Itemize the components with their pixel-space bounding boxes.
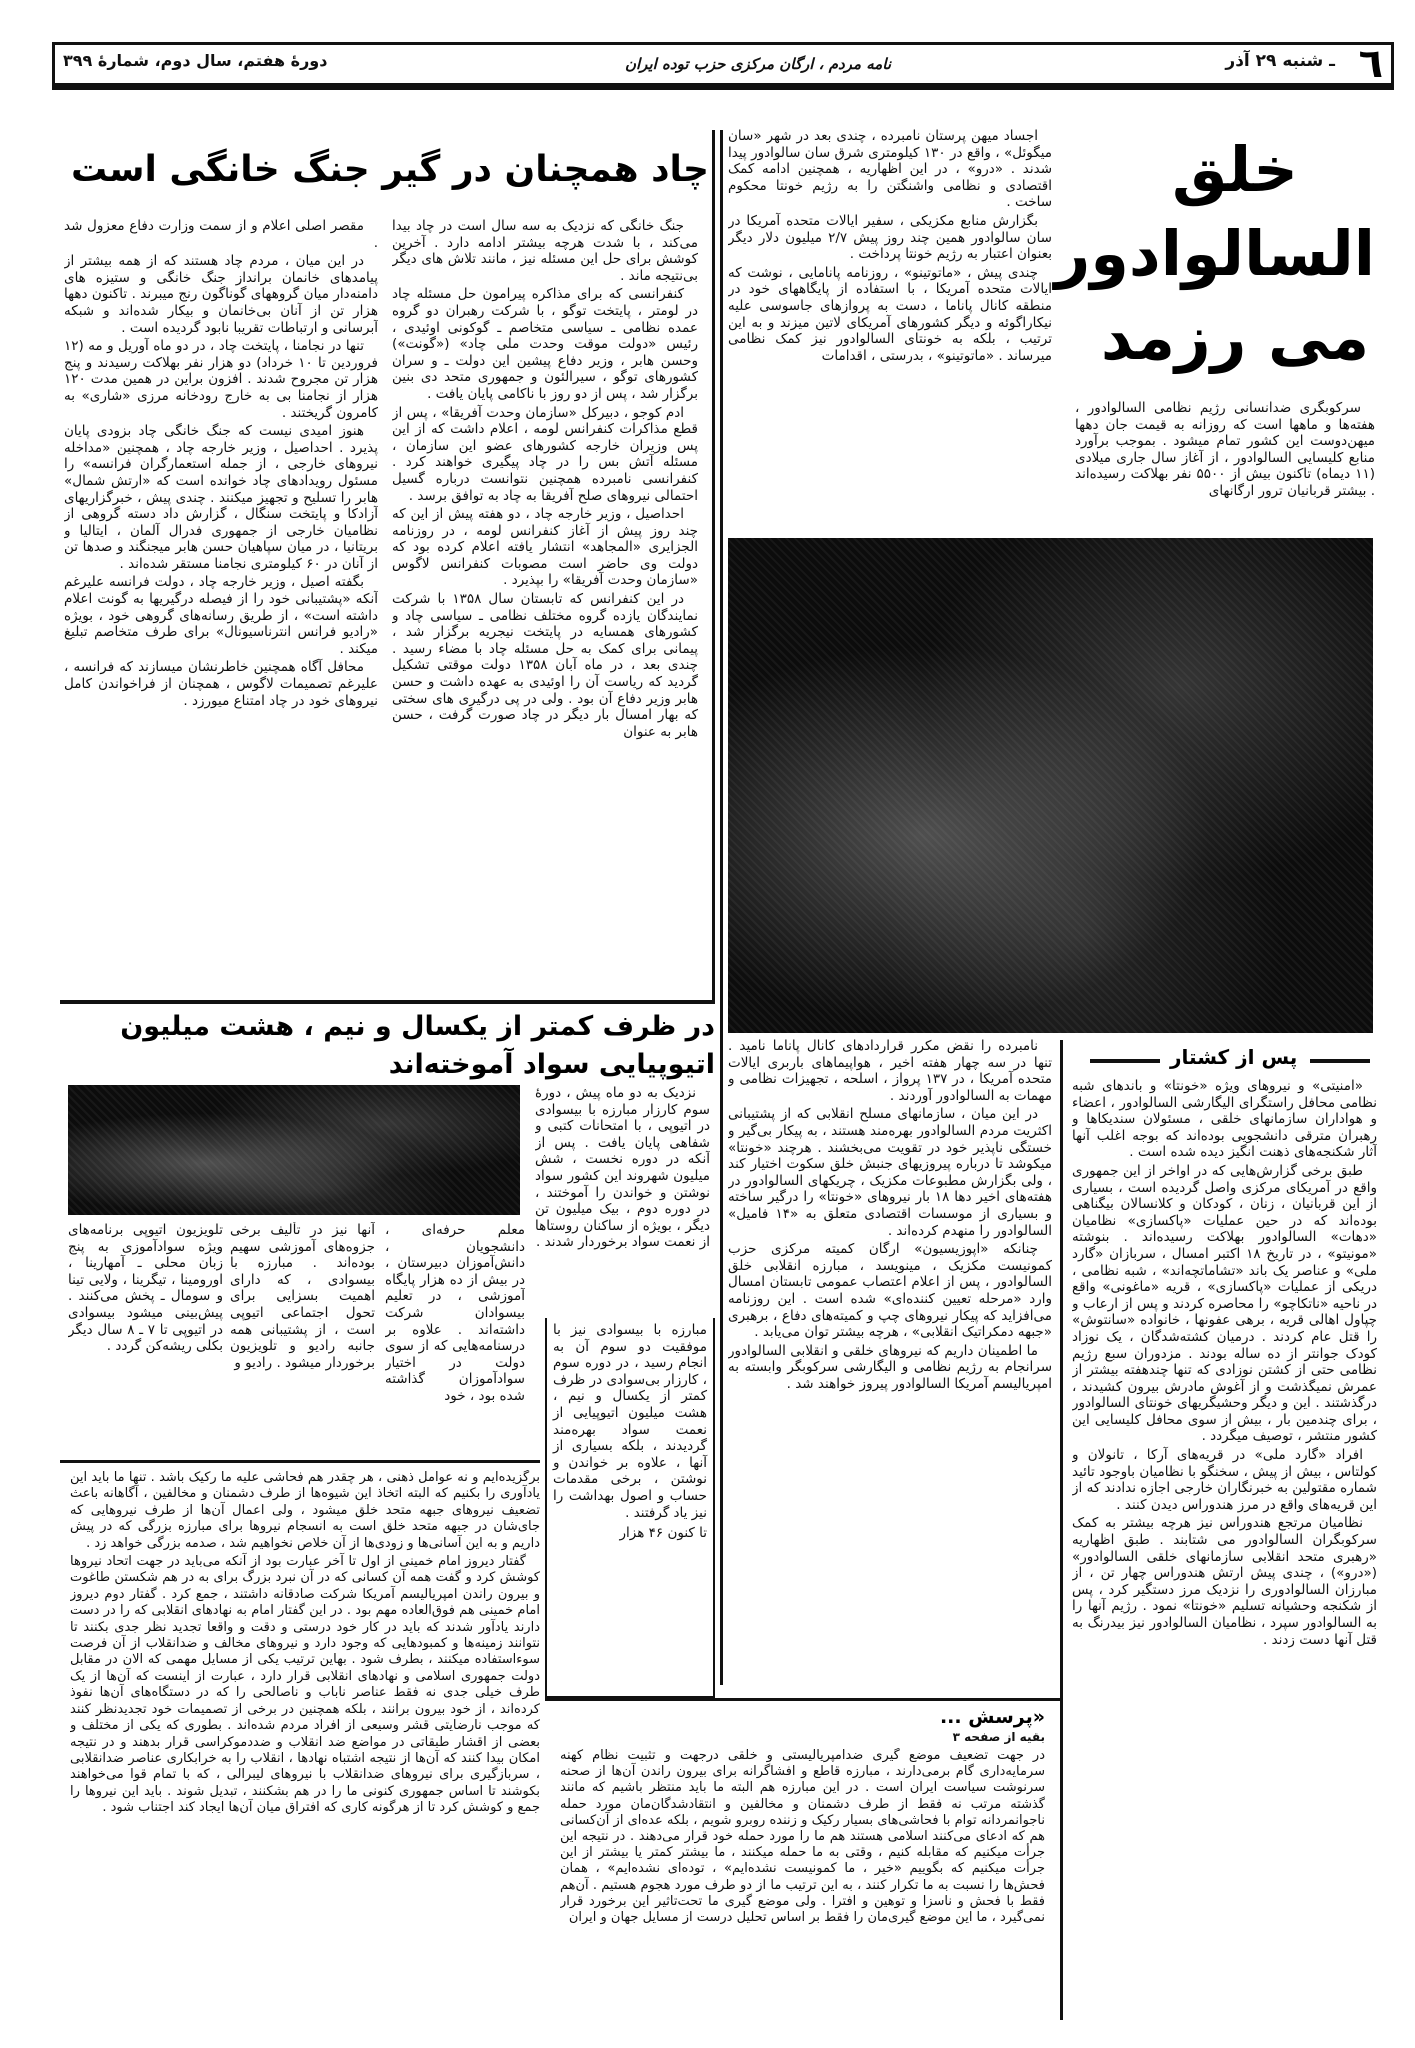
- divider: [712, 130, 715, 1000]
- after-massacre-column: [1072, 1078, 1377, 2038]
- paragraph: نامبرده را نقض مکرر قراردادهای کانال پاناما نامید . تنها در سه چهار هفته اخیر ، هواپیماهای باربری ایالات متحده آمریکا ، در ۱۳۷ پرواز ، اسلحه ، تجهیزات نظامی و مهمات به السالوادور آوردند .: [728, 1038, 1052, 1104]
- paragraph: ما اطمینان داریم که نیروهای خلقی و انقلابی السالوادور سرانجام به رژیم نظامی و الیگارشی سرکوبگر وابسته به امپریالیسم آمریکا السالوادور پیروز خواهند شد .: [728, 1342, 1052, 1392]
- paragraph: در این میان ، سازمانهای مسلح انقلابی که از پشتیبانی اکثریت مردم السالوادور بهره‌مند هستند ، به پیکار بی‌گیر و خستگی ناپذیر خود در تقویت می‌بخشند . هرچند «خونتا» میکوشد تا درباره پیروزیهای جنبش خلق سکوت اختیار کند ، ولی بگزارش مطبوعات مکزیک ، چریکهای السالوادور در هفته‌های اخیر دها ۱۸ بار نیروهای «خونتا» را درگیر ساخته و بسیاری از موسسات اقتصادی متعلق به «۱۴ فامیل» السالوادور را منهدم کرده‌اند .: [728, 1106, 1052, 1239]
- issue-date: ـ شنبه ۲۹ آذر: [1225, 51, 1335, 71]
- publication-name: نامه مردم ، ارگان مرکزی حزب توده ایران: [625, 55, 892, 73]
- box-text: مبارزه با بیسوادی نیز با موفقیت دو سوم آن به انجام رسید ، در دوره سوم ، کارزار بی‌سوادی در ظرف کمتر از یکسال و نیم ، هشت میلیون اتیوپیایی از نعمت سواد بهره‌مند گردیدند ، بلکه بسیاری از آنها ، علاوه بر خواندن و نوشتن ، برخی مقدمات حساب و اصول بهداشت را نیز یاد گرفتند .: [553, 1322, 707, 1521]
- ethiopia-column-narrow: نزدیک به دو ماه پیش ، دورهٔ سوم کارزار مبارزه با بیسوادی در اتیوپی ، با امتحانات کتبی و شفاهی پایان یافت . پس از آنکه در دوره نخست ، شش میلیون شهروند این کشور سواد نوشتن و خواندن را آموختند ، در دوره دوم ، بیک میلیون تن دیگر ، بویژه از ساکنان روستاها از نعمت سواد برخوردار شدند .: [535, 1085, 710, 1251]
- after-massacre-heading: پس از کشتار: [1170, 1045, 1298, 1069]
- paragraph: تنها در نجامنا ، پایتخت چاد ، در دو ماه آوریل و مه (۱۲ فروردین تا ۱۰ خرداد) دو هزار نفر بهلاکت رسیدند و پنج هزار تن مجروح شدند . افزون براین در همین مدت ۱۲۰ هزار از نجامنا بی به خارج رودخانه مرزی «شاری» به کامرون گریختند .: [64, 338, 378, 421]
- paragraph: افراد «گارد ملی» در قریه‌های آرکا ، تانولان و کولتاس ، بیش از پیش ، سخنگو با نظامیان باوجود تائید شماره مقتولین به خبرنگاران خارجی اجازه ندادند که از این قریه‌های واقع در مرز هندوراس دیدن کنند .: [1072, 1447, 1377, 1513]
- headline-line: السالوادور: [1054, 217, 1375, 290]
- ethiopia-column-a: معلم حرفه‌ای ، دانشجویان ، دانش‌آموزان دبیرستان ، در بیش از ده هزار پایگاه آموزشی ، در تعلیم بیسوادان شرکت داشته‌اند . علاوه بر درسنامه‌هایی که از سوی دولت در اختیار سوادآموزان گذاشته شده بود ، خود: [385, 1222, 525, 1404]
- paragraph: هنوز امیدی نیست که جنگ خانگی چاد بزودی پایان پذیرد . احداصیل ، وزیر خارجه چاد ، همچنین «مداخله نیروهای خارجی ، از جمله استعمارگران فرانسه» را مسئول رویدادهای چاد خوانده است که «ارتش شمال» هابر را تسلیح و تجهیز میکنند . چندی پیش ، خبرگزاریهای آزادکا و پایتخت سنگال ، گزارش داد دسته گروهی از نظامیان خارجی از جمهوری فدرال آلمان ، ایتالیا و بریتانیا ، در میان سپاهیان حسن هابر میجنگند و صدها تن از آنان در ۶۰ کیلومتری نجامنا مستقر شده‌اند .: [64, 423, 378, 572]
- subheading-rule: [1090, 1045, 1370, 1075]
- paragraph: ادم کوجو ، دبیرکل «سازمان وحدت آفریقا» ، پس از قطع مذاکرات کنفرانس لومه ، اعلام داشت که از این پس وزیران خارجه کشورهای عضو این سازمان ، مسئله آتش بس را در چاد پیگیری خواهند کرد . کنفرانسی نامبرده همچنین نتوانست درباره گسیل احتمالی نیروهای صلح آفریقا به چاد به توافق برسد .: [392, 404, 698, 504]
- salvador-headline: [1054, 128, 1375, 380]
- paragraph: جنگ خانگی که نزدیک به سه سال است در چاد بیدا می‌کند ، با شدت هرچه بیشتر ادامه دارد . آخرین کوشش برای حل این مسئله نیز ، مانند تلاش های دیگر بی‌نتیجه ماند .: [392, 218, 698, 284]
- paragraph: اجساد میهن پرستان نامبرده ، چندی بعد در شهر «سان میگوئل» ، واقع در ۱۳۰ کیلومتری شرق سان سالوادور پیدا شدند . «درو» ، در این اظهاریه ، همچنین ادامه کمک اقتصادی و نظامی واشنگتن را به رژیم خونتا محکوم ساخت .: [728, 128, 1052, 211]
- salvador-column-bottom: [728, 1038, 1052, 1683]
- question-continuation: بقیه از صفحه ۳: [952, 1730, 1045, 1744]
- paragraph: محافل آگاه همچنین خاطرنشان میسازند که فرانسه ، علیرغم تصمیمات لاگوس ، همچنان از فراخواندن کامل نیروهای خود در چاد امتناع میورزد .: [64, 659, 378, 709]
- salvador-photo: [728, 538, 1373, 1033]
- paragraph: در این میان ، مردم چاد هستند که از همه بیشتر از پیامدهای خانمان برانداز جنگ خانگی و ستیزه های دامنه‌دار میان گروههای گوناگون رنج میبرند . تاکنون دهها هزار تن از آنان بی‌خانمان و بیکار شده‌اند و شبکه آبرسانی و ارتباطات تقریبا نابود گردیده است .: [64, 253, 378, 336]
- ethiopia-headline: در ظرف کمتر از یکسال و نیم ، هشت میلیون اتیوپیایی سواد آموخته‌اند: [120, 1011, 715, 1080]
- masthead: [52, 42, 1394, 90]
- ethiopia-box: [545, 1318, 715, 1698]
- paragraph: بگزارش منابع مکزیکی ، سفیر ایالات متحده آمریکا در سان سالوادور همین چند روز پیش ۲/۷ میلیون دلار دیگر بعنوان اعتبار به رژیم خونتا پرداخت .: [728, 212, 1052, 263]
- paragraph: کنفرانسی که برای مذاکره پیرامون حل مسئله چاد در لومتر ، پایتخت توگو ، با شرکت رهبران دو گروه عمده نظامی ـ سیاسی متخاصم ـ گوکونی اوئیدی ، رئیس «دولت موقت وحدت ملی چاد» («گونت») وحسن هابر ، وزیر دفاع پیشین این دولت ـ و سران کشورهای توگو ، سیرالئون و جمهوری متحد دی بنین برگزار شد ، پس از دو روز با ناکامی پایان یافت .: [392, 286, 698, 402]
- paragraph: در این کنفرانس که تابستان سال ۱۳۵۸ با شرکت نمایندگان یازده گروه مختلف نظامی ـ سیاسی چاد و کشورهای همسایه در پایتخت نیجریه برگزار شد ، پیمانی برای کمک به حل مسئله چاد با مضاء رسید . چندی بعد ، در ماه آبان ۱۳۵۸ دولت موقتی تشکیل گردید که ریاست آن را اوئیدی به عهده داشت و حسن هابر وزیر دفاع آن بود . ولی در پی درگیری های سختی که بهار امسال بار دیگر در چاد صورت گرفت ، حسن هابر به عنوان: [392, 591, 698, 740]
- paragraph: چندی پیش ، «ماتوتینو» ، روزنامه پانامایی ، نوشت که ایالات متحده آمریکا ، با استفاده از پایگاههای خود در منطقه کانال پاناما ، دست به پروازهای جاسوسی علیه نیکاراگوئه و دیگر کشورهای آمریکای لاتین میزند و به این ترتیب ، بلکه به خونتای السالوادور نیز کمک نظامی میرساند . «ماتوتینو» ، بدرستی ، اقدامات: [728, 264, 1052, 364]
- salvador-column-top: [728, 128, 1052, 528]
- ethiopia-column-c: تلویزیون اتیوپی برنامه‌های ویژه سوادآموزی به پنج زبان محلی ـ آمهارینا ، اورومینا ، تیگرینا ، ولایی تینا و سومال ـ پخش می‌کنند . پیش‌بینی میشود بیسوادی در اتیوپی تا ۷ ـ ۸ سال دیگر بکلی ریشه‌کن گردد .: [68, 1222, 223, 1355]
- divider: [60, 1460, 540, 1463]
- headline-line: خلق: [1172, 133, 1298, 206]
- ethiopia-photo: [68, 1085, 520, 1215]
- paragraph: طبق برخی گزارش‌هایی که در اواخر از این جمهوری واقع در آمریکای مرکزی واصل گردیده است ، بسیاری از این قربانیان ، زنان ، کودکان و کلانسالان بیگناهی بوده‌اند که در حین عملیات «پاکسازی» نظامیان «دهات» السالوادور بهلاکت رسیده‌اند . بنوشته «مونیتو» ، در تاریخ ۱۸ اکتبر امسال ، سربازان «گارد ملی» و عناصر یک باند «تشاماتچه‌اند» ، شبه نظامی ، دریکی از عملیات «پاکسازی» ، قریه «ماغونی» واقع در ناحیه «ناتکاچو» را محاصره کردند و پس از ارعاب و چپاول اهالی قریه ، برهی عفونها ، خانواده «سانتوش» را قتل عام کردند . درمیان کشته‌شدگان ، یک نوزاد کودک جوانتر از ده ساله بودند . مزدوران سبع رژیم نظامی حتی از کشتن نوزادی که تنها چندهفته بیشتر از عمرش نمیگذشت و از آغوش مادرش بیرون کشیدند ، درگذشتند . این و دیگر وحشیگریهای خونتای السالوادور ، برای چندمین بار ، بیش از سوی محافل کلیسایی این کشور منتشر ، توصیف میگردد .: [1072, 1162, 1377, 1445]
- chad-column-left: [64, 218, 378, 993]
- headline-line: می رزمد: [1100, 301, 1370, 374]
- bottom-left-article: [70, 1470, 540, 1910]
- question-body: در جهت تضعیف موضع گیری ضدامپریالیستی و خلقی درجهت و تثبیت نظام کهنه سرمایه‌داری گام برمی‌دارند ، مبارزه قاطع و افشاگرانه برای بیرون راندن آن‌ها از صحنه سرنوشت سیاست ایران است . در این مبارزه هم البته ما باید منتظر باشیم که مانند گذشته مرتب نه فقط از طرف دشمنان و مخالفین و انتقادشدگان‌مان مورد حمله ناجوانمردانه توام با فحاشی‌های بسیار رکیک و زننده روبرو شویم ، بلکه عده‌ای از آن‌کسانی هم که ادعای می‌کنند اسلامی هستند هم ما را مورد حمله خود قرار می‌دهند . در نتیجه این جرأت میکنیم که مقابله کنیم ، وقتی به ما حمله میکنند ، ما بیشتر کمتر یا بیشتر از این جرأت میکنیم که بگوییم «خیر ، ما کمونیست نشده‌ایم» ، توده‌ای نشده‌ایم» ، همان فحش‌ها را نسبت به ما تکرار کنند ، به این ترتیب ما از دو طرف مورد هجوم هستیم . آن‌هم فقط با فحش و ناسزا و توهین و افترا . ولی موضع گیری ما تحت‌تاثیر این برخورد قرار نمی‌گیرد ، ما این موضع گیری‌مان را فقط بر اساس تحلیل درست از مسایل جهان و ایران: [560, 1748, 1045, 1926]
- divider: [60, 1000, 715, 1004]
- paragraph: گفتار دیروز امام خمینی از اول تا آخر عبارت بود از آنکه می‌باید در جهت اتحاد نیروها کوشش کرد و گفت همه آن کسانی که در آن نبرد بزرگ برای به در هم شکستن طاغوت و بیرون راندن امپریالیسم آمریکا شرکت صادقانه داشتند ، جمع کرد . گفتار دوم دیروز امام خمینی هم فوق‌العاده مهم بود . در این گفتار امام به نهادهای انقلابی که را در دست دارند یادآور شدند که باید در کار خود درستی و دقت و واقعا تجدید نظر جدی بکنند تا نتوانند زمینه‌ها و کمبودهایی که وجود دارد و نیروهای مخالف و ضدانقلاب از آن فرصت سوءاستفاده میکنند ، بطرف شود . بهاین ترتیب یکی از مسایل مهمی که الان در مقابل دولت جمهوری اسلامی و نهادهای انقلابی قرار دارد ، عبارت از اینست که آن‌ها از یک طرف خیلی جدی نه فقط عناصر ناباب و ناصالحی را که در دستگاه‌های آن‌ها نفوذ کرده‌اند ، از خود بیرون برانند ، بلکه همچنین در برخی از تصمیمات خود تجدیدنظر کنند که موجب نارضایتی قشر وسیعی از افراد مردم شده‌اند . بطوری که یکی از مختلف و بعضی از اقشار طبقاتی در مواضع ضد انقلاب و ضددموکراسی قرار بدهند و در نتیجه امکان بیدا کنند که آن‌ها از نتیجه اشتباه نهادها ، انقلاب را به خرابکاری عناصر ضدانقلابی ، سربازگیری برای نیروهای ضدانقلاب با نیروهای لیبرالی ، که با تمام قوا می‌خواهند بکوشند تا اساس جمهوری کنونی ما را در هم بشکنند ، تبدیل شوند . باید این نیروها را جمع و کوشش کرد تا از هرگونه کاری که افتراق میان آن‌ها ایجاد کند اجتناب شود .: [70, 1554, 540, 1816]
- chad-column-middle: [392, 218, 698, 993]
- paragraph: بگفته اصیل ، وزیر خارجه چاد ، دولت فرانسه علیرغم آنکه «پشتیبانی خود را از فیصله درگیریها به گونت اعلام داشته است» ، از طریق رسانه‌های گروهی خود ، بویژه «رادیو فرانس انترناسیونال» برای طرف متخاصم تبلیغ میکند .: [64, 574, 378, 657]
- paragraph: احداصیل ، وزیر خارجه چاد ، دو هفته پیش از این که چند روز پیش از آغاز کنفرانس لومه ، در روزنامه الجزایری «المجاهد» انتشار یافته اعلام کرده بود که دولت وی حاضر است مصوبات کنفرانس لاگوس «سازمان وحدت آفریقا» را بپذیرد .: [392, 506, 698, 589]
- issue-info: دورهٔ هفتم، سال دوم، شمارهٔ ۳۹۹: [63, 51, 328, 70]
- paragraph: برگزیده‌ایم و نه عوامل ذهنی ، هر چقدر هم فحاشی علیه ما رکیک باشد . تنها ما باید این یادآوری را بکنیم که البته اتخاذ این شیوه‌ها از طرف دشمنان و مخالفین ، آگاهانه باعث تضعیف نیروهای جبهه متحد خلق میشود ، ولی اعمال آن‌ها از طرف نیروهایی که جای‌شان در جبهه متحد خلق است به انسجام نیروها برای مبارزه بزرگی که در پیش داریم و به این آسانی‌ها و زودی‌ها از آن خلاص نخواهیم شد ، صدمه بزرگی خواهد زد .: [70, 1470, 540, 1551]
- box-footer: تا کنون ۴۶ هزار: [619, 1525, 707, 1542]
- page-number: ٦: [1358, 41, 1383, 87]
- paragraph: مقصر اصلی اعلام و از سمت وزارت دفاع معزول شد .: [64, 218, 378, 251]
- divider: [720, 130, 723, 1685]
- ethiopia-column-b: آنها نیز در تألیف برخی جزوه‌های آموزشی سهیم بوده‌اند . مبارزه با بیسوادی ، که دارای اهمیت بسزایی برای تحول اجتماعی اتیوپی است ، از پشتیبانی همه جانبه رادیو و تلویزیون برخوردار میشود . رادیو و: [230, 1222, 375, 1371]
- question-heading: «پرسش ...: [939, 1706, 1045, 1728]
- paragraph: چنانکه «اپوزیسیون» ارگان کمیته مرکزی حزب کمونیست مکزیک ، مینویسد ، مبارزه انقلابی خلق السالوادور ، پس از اعلام اعتصاب عمومی تابستان امسال وارد «مرحله تعیین کننده‌ای» شده است . این روزنامه می‌افزاید که پیکار نیروهای چپ و کمیته‌های دفاع ، برهبری «جبهه دمکراتیک انقلابی» ، هرچه بیشتر توان می‌یابد .: [728, 1241, 1052, 1341]
- paragraph: «امنیتی» و نیروهای ویژه «خونتا» و باندهای شبه نظامی محافل راستگرای الیگارشی السالوادور ، اعضاء و هواداران سازمانهای خلقی ، مسئولان سندیکاها و رهبران مترقی دانشجویی بوده‌اند که بوجه اغلب آنها آثار شکنجه‌های ذهنت انگیز دیده شده است .: [1072, 1078, 1377, 1161]
- salvador-intro: سرکوبگری ضدانسانی رژیم نظامی السالوادور ، هفته‌ها و ماهها است که روزانه به قیمت جان دهها میهن‌دوست این کشور تمام میشود . بموجب برآورد منابع کلیسایی السالوادور ، از آغاز سال جاری میلادی (۱۱ دیماه) تاکنون بیش از ۵۵۰۰ نفر بهلاکت رسیده‌اند . بیشتر قربانیان ترور ارگانهای: [1075, 400, 1375, 499]
- chad-headline: چاد همچنان در گیر جنگ خانگی است: [70, 149, 710, 190]
- paragraph: نظامیان مرتجع هندوراس نیز هرچه بیشتر به کمک سرکوبگران السالوادور می شتابند . طبق اظهاریه «رهبری متحد انقلابی سازمانهای خلقی السالوادور» («درو») ، چندی پیش ارتش هندوراس چهار تن ، از مبارزان السالوادوری را نزدیک مرز دستگیر کرد ، پس از شکنجه وحشیانه تسلیم «خونتا» نمود . رژیم آنها را به السالوادور سپرد ، نظامیان السالوادور نیز بیدرنگ به قتل آنها دست زدند .: [1072, 1515, 1377, 1648]
